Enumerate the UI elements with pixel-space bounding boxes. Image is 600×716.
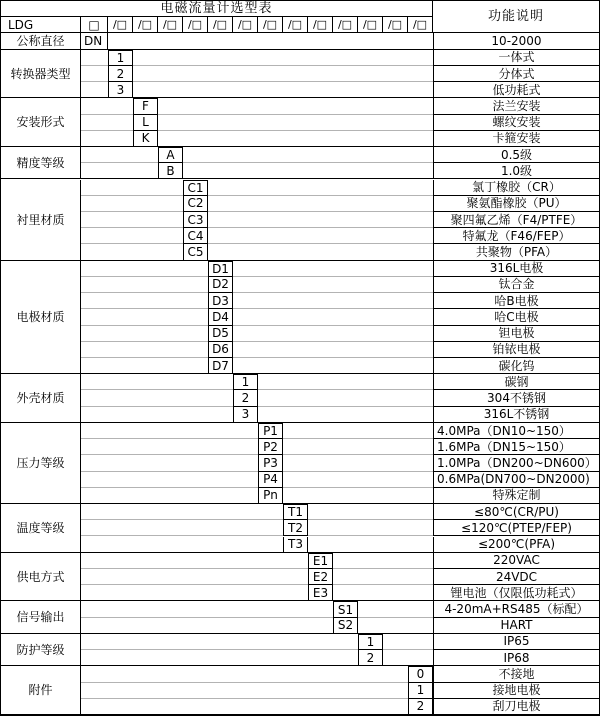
code-cell: 3 [233, 407, 258, 423]
code-cell: C4 [183, 228, 208, 244]
section-label: 转换器类型 [1, 50, 81, 99]
row-strip [81, 666, 433, 682]
function-cell: 分体式 [433, 66, 599, 82]
function-column-header: 功能说明 [433, 1, 599, 33]
model-slot: /□ [133, 17, 158, 33]
function-cell: 锂电池（仅限低功耗式） [433, 585, 599, 601]
row-strip [81, 309, 433, 325]
model-slot: /□ [233, 17, 258, 33]
code-cell: 1 [233, 374, 258, 390]
function-cell: 钛合金 [433, 277, 599, 293]
code-cell: A [158, 147, 183, 163]
code-cell: L [133, 115, 158, 131]
row-strip [81, 488, 433, 504]
row-strip [81, 585, 433, 601]
code-cell: 1 [358, 634, 383, 650]
row-strip [81, 147, 433, 163]
row-strip [81, 683, 433, 699]
diameter-code: DN [81, 33, 108, 49]
code-cell: S1 [333, 601, 358, 617]
function-cell: 法兰安装 [433, 98, 599, 114]
row-strip [81, 423, 433, 439]
row-strip [81, 520, 433, 536]
code-cell: P4 [258, 472, 283, 488]
code-cell: D5 [208, 326, 233, 342]
diameter-blank [108, 33, 433, 49]
code-cell: P3 [258, 455, 283, 471]
model-slot: /□ [183, 17, 208, 33]
row-strip [81, 569, 433, 585]
code-cell: C2 [183, 196, 208, 212]
function-cell: 接地电极 [433, 683, 599, 699]
row-strip [81, 82, 433, 98]
code-cell: C3 [183, 212, 208, 228]
section-label: 外壳材质 [1, 374, 81, 423]
code-cell: T1 [283, 504, 308, 520]
model-slot: /□ [258, 17, 283, 33]
function-cell: 碳钢 [433, 374, 599, 390]
section-label: 温度等级 [1, 504, 81, 553]
function-cell: 1.6MPa（DN15~150） [433, 439, 599, 455]
code-cell: P2 [258, 439, 283, 455]
function-cell: 哈C电极 [433, 309, 599, 325]
function-cell: 聚氨酯橡胶（PU） [433, 196, 599, 212]
function-cell: 低功耗式 [433, 82, 599, 98]
code-cell: P1 [258, 423, 283, 439]
row-strip [81, 358, 433, 374]
function-cell: 螺纹安装 [433, 115, 599, 131]
diameter-label: 公称直径 [1, 33, 81, 49]
model-base-box: □ [81, 17, 108, 33]
row-strip [81, 439, 433, 455]
code-cell: D2 [208, 277, 233, 293]
row-strip [81, 66, 433, 82]
model-slot: /□ [408, 17, 433, 33]
function-cell: 0.6MPa(DN700~DN2000) [433, 472, 599, 488]
function-cell: 特氟龙（F46/FEP） [433, 228, 599, 244]
row-strip [81, 326, 433, 342]
row-strip [81, 455, 433, 471]
code-cell: T3 [283, 537, 308, 553]
row-strip [81, 504, 433, 520]
row-strip [81, 618, 433, 634]
diameter-desc: 10-2000 [433, 33, 599, 49]
code-cell: 2 [358, 650, 383, 666]
row-strip [81, 537, 433, 553]
model-slot: /□ [283, 17, 308, 33]
section-label: 信号输出 [1, 601, 81, 633]
row-strip [81, 163, 433, 179]
code-cell: 3 [108, 82, 133, 98]
code-cell: T2 [283, 520, 308, 536]
function-cell: 220VAC [433, 553, 599, 569]
code-cell: E3 [308, 585, 333, 601]
section-label: 衬里材质 [1, 180, 81, 261]
function-cell: 1.0MPa（DN200~DN600） [433, 455, 599, 471]
code-cell: S2 [333, 618, 358, 634]
function-cell: 1.0级 [433, 163, 599, 179]
row-strip [81, 601, 433, 617]
code-cell: D1 [208, 261, 233, 277]
section-label: 供电方式 [1, 553, 81, 602]
function-cell: ≤80℃(CR/PU) [433, 504, 599, 520]
section-label: 防护等级 [1, 634, 81, 666]
section-label: 安装形式 [1, 98, 81, 147]
code-cell: D4 [208, 309, 233, 325]
model-slot: /□ [333, 17, 358, 33]
model-slot: /□ [308, 17, 333, 33]
function-cell: 一体式 [433, 50, 599, 66]
section-label: 电极材质 [1, 261, 81, 375]
row-strip [81, 293, 433, 309]
function-cell: 316L不锈钢 [433, 407, 599, 423]
code-cell: D6 [208, 342, 233, 358]
section-label: 精度等级 [1, 147, 81, 179]
function-cell: 钽电极 [433, 326, 599, 342]
model-slot: /□ [383, 17, 408, 33]
row-strip [81, 553, 433, 569]
model-prefix: LDG [1, 17, 81, 33]
function-cell: IP65 [433, 634, 599, 650]
section-label: 压力等级 [1, 423, 81, 504]
row-strip [81, 196, 433, 212]
function-cell: 卡箍安装 [433, 131, 599, 147]
code-cell: D3 [208, 293, 233, 309]
function-cell: 0.5级 [433, 147, 599, 163]
code-cell: 1 [408, 683, 433, 699]
code-cell: F [133, 98, 158, 114]
code-cell: 2 [408, 699, 433, 715]
function-cell: HART [433, 618, 599, 634]
function-cell: 哈B电极 [433, 293, 599, 309]
model-slot: /□ [108, 17, 133, 33]
code-cell: Pn [258, 488, 283, 504]
row-strip [81, 342, 433, 358]
function-cell: IP68 [433, 650, 599, 666]
function-cell: ≤120℃(PTEP/FEP) [433, 520, 599, 536]
row-strip [81, 228, 433, 244]
section-label: 附件 [1, 666, 81, 715]
code-cell: B [158, 163, 183, 179]
model-slot: /□ [208, 17, 233, 33]
row-strip [81, 50, 433, 66]
row-strip [81, 261, 433, 277]
code-cell: E1 [308, 553, 333, 569]
function-cell: 316L电极 [433, 261, 599, 277]
function-cell: 4-20mA+RS485（标配） [433, 601, 599, 617]
code-cell: 1 [108, 50, 133, 66]
code-cell: 2 [108, 66, 133, 82]
code-cell: E2 [308, 569, 333, 585]
code-cell: C1 [183, 180, 208, 196]
code-cell: 0 [408, 666, 433, 682]
function-cell: 4.0MPa（DN10~150） [433, 423, 599, 439]
function-cell: 氯丁橡胶（CR） [433, 180, 599, 196]
code-cell: C5 [183, 244, 208, 260]
function-cell: 刮刀电极 [433, 699, 599, 715]
function-cell: ≤200℃(PFA) [433, 537, 599, 553]
row-strip [81, 180, 433, 196]
code-cell: K [133, 131, 158, 147]
function-cell: 304不锈钢 [433, 390, 599, 406]
model-slot: /□ [158, 17, 183, 33]
code-cell: D7 [208, 358, 233, 374]
function-cell: 24VDC [433, 569, 599, 585]
table-title: 电磁流量计选型表 [1, 1, 433, 17]
code-cell: 2 [233, 390, 258, 406]
row-strip [81, 244, 433, 260]
function-cell: 铂铱电极 [433, 342, 599, 358]
row-strip [81, 472, 433, 488]
row-strip [81, 212, 433, 228]
function-cell: 聚四氟乙烯（F4/PTFE） [433, 212, 599, 228]
function-cell: 特殊定制 [433, 488, 599, 504]
function-cell: 共聚物（PFA） [433, 244, 599, 260]
row-strip [81, 277, 433, 293]
function-cell: 碳化钨 [433, 358, 599, 374]
function-cell: 不接地 [433, 666, 599, 682]
row-strip [81, 699, 433, 715]
model-slot: /□ [358, 17, 383, 33]
